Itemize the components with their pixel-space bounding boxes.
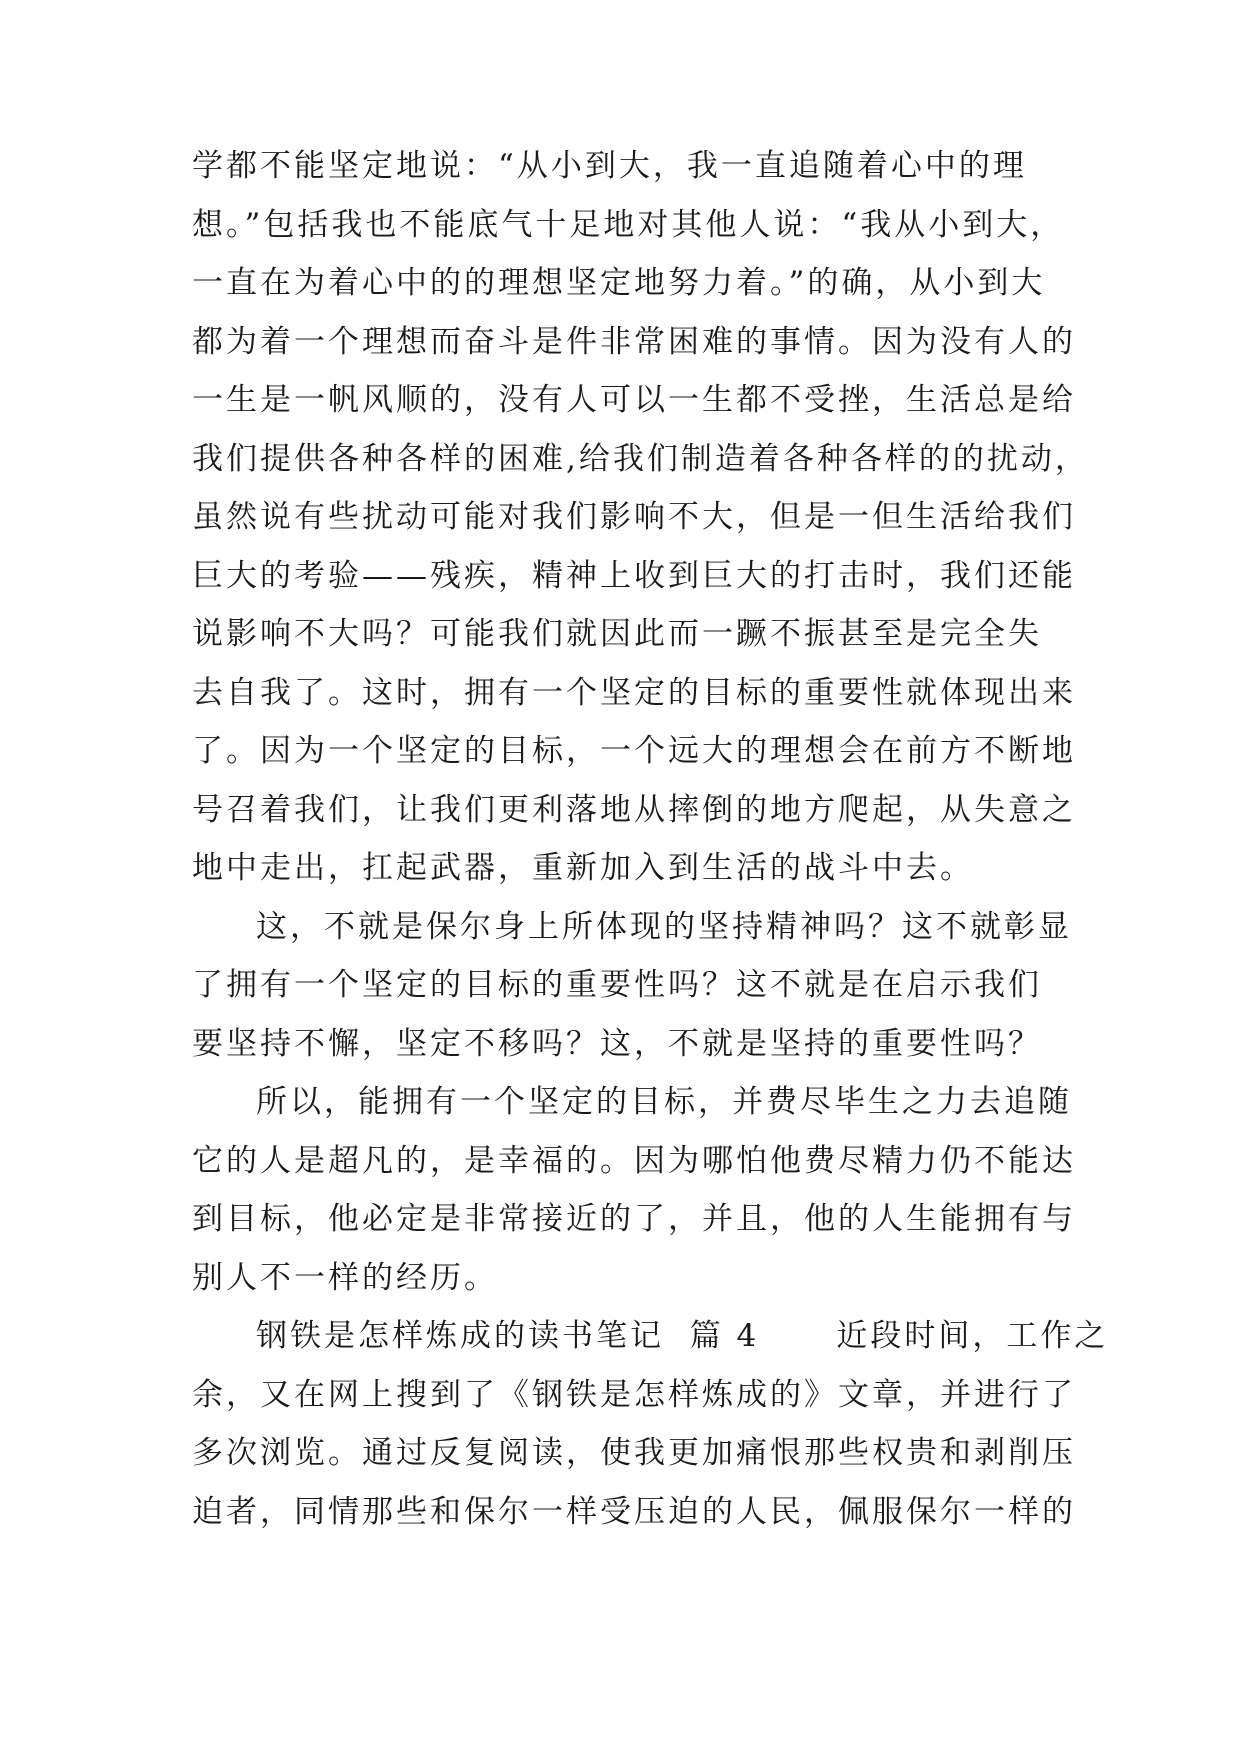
text-line: 到目标，他必定是非常接近的了，并且，他的人生能拥有与 xyxy=(192,1201,1076,1237)
text-line: 要坚持不懈，坚定不移吗？这，不就是坚持的重要性吗？ xyxy=(192,1026,1042,1062)
text-line: 了拥有一个坚定的目标的重要性吗？这不就是在启示我们 xyxy=(192,967,1042,1003)
text-line: 想。”包括我也不能底气十足地对其他人说：“我从小到大， xyxy=(192,207,1065,243)
text-line: 余，又在网上搜到了《钢铁是怎样炼成的》文章，并进行了 xyxy=(192,1377,1076,1413)
text-line: 我们提供各种各样的困难,给我们制造着各种各样的的扰动， xyxy=(192,441,1089,477)
text-line: 巨大的考验——残疾，精神上收到巨大的打击时，我们还能 xyxy=(192,558,1076,594)
text-line: 一直在为着心中的的理想坚定地努力着。”的确，从小到大 xyxy=(192,265,1046,301)
text-line: 一生是一帆风顺的，没有人可以一生都不受挫，生活总是给 xyxy=(192,382,1076,418)
text-line: 地中走出，扛起武器，重新加入到生活的战斗中去。 xyxy=(192,850,974,886)
text-line: 它的人是超凡的，是幸福的。因为哪怕他费尽精力仍不能达 xyxy=(192,1143,1076,1179)
text-line: 去自我了。这时，拥有一个坚定的目标的重要性就体现出来 xyxy=(192,675,1076,711)
text-line: 别人不一样的经历。 xyxy=(192,1260,498,1296)
text-line: 虽然说有些扰动可能对我们影响不大，但是一但生活给我们 xyxy=(192,499,1076,535)
text-line: 都为着一个理想而奋斗是件非常困难的事情。因为没有人的 xyxy=(192,324,1076,360)
text-line: 所以，能拥有一个坚定的目标，并费尽毕生之力去追随 xyxy=(256,1084,1072,1120)
text-line: 迫者，同情那些和保尔一样受压迫的人民，佩服保尔一样的 xyxy=(192,1494,1076,1530)
text-line: 学都不能坚定地说：“从小到大，我一直追随着心中的理 xyxy=(192,148,1027,184)
text-line: 钢铁是怎样炼成的读书笔记 篇 4 近段时间，工作之 xyxy=(256,1318,1109,1354)
text-line: 这，不就是保尔身上所体现的坚持精神吗？这不就彰显 xyxy=(256,909,1072,945)
text-line: 说影响不大吗？可能我们就因此而一蹶不振甚至是完全失 xyxy=(192,616,1042,652)
text-line: 号召着我们，让我们更利落地从摔倒的地方爬起，从失意之 xyxy=(192,792,1076,828)
text-line: 多次浏览。通过反复阅读，使我更加痛恨那些权贵和剥削压 xyxy=(192,1435,1076,1471)
text-line: 了。因为一个坚定的目标，一个远大的理想会在前方不断地 xyxy=(192,733,1076,769)
